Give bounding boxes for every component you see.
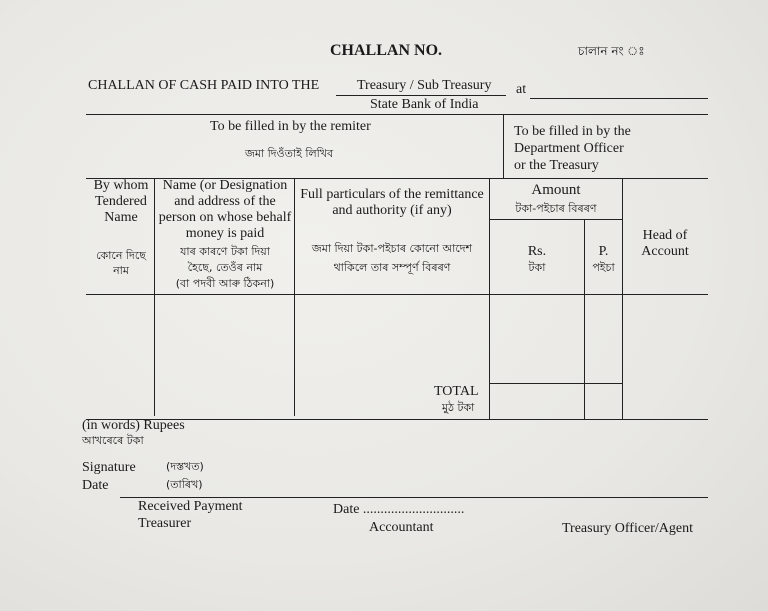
column-amount-bengali: টকা-পইচাৰ বিৰৰণ xyxy=(515,202,597,215)
column-paise-bengali: পইচা xyxy=(592,261,615,274)
bank-option: State Bank of India xyxy=(370,97,479,112)
column-particulars-bengali-2: থাকিলে তাৰ সম্পূর্ণ বিৰৰণ xyxy=(333,261,451,274)
total-row-rule xyxy=(489,383,622,384)
officer-line-1: To be filled in by the xyxy=(514,124,631,139)
at-field-line[interactable] xyxy=(530,98,708,99)
column-name-bengali-2: হৈছে, তেওঁৰ নাম xyxy=(187,261,263,274)
challan-no-bengali: চালান নং ঃ xyxy=(578,44,645,58)
treasury-underline xyxy=(336,95,506,96)
column-rupees: Rs. xyxy=(527,244,547,259)
date-label: Date xyxy=(82,478,109,493)
column-tendered-by-bengali: কোনে দিছে নাম xyxy=(96,249,146,277)
footer-date-field[interactable]: Date ............................. xyxy=(333,502,465,517)
officer-line-3: or the Treasury xyxy=(514,158,599,173)
total-label: TOTAL xyxy=(434,384,479,399)
column-particulars-bengali-1: জমা দিয়া টকা-পইচাৰ কোনো আদেশ xyxy=(311,242,473,255)
received-payment-label: Received Payment xyxy=(138,499,243,514)
column-particulars: Full particulars of the remittance and authority (if any) xyxy=(300,187,484,219)
cash-paid-label: CHALLAN OF CASH PAID INTO THE xyxy=(88,78,320,93)
treasurer-label: Treasurer xyxy=(138,516,192,531)
column-tendered-by: By whom Tendered Name xyxy=(93,178,149,226)
signature-label: Signature xyxy=(82,460,136,475)
treasury-option: Treasury / Sub Treasury xyxy=(357,78,492,93)
section-divider xyxy=(503,114,504,179)
column-head-of-account: Head of Account xyxy=(641,228,689,260)
column-amount: Amount xyxy=(531,182,581,198)
date-label-bengali: (তাৰিখ) xyxy=(166,478,203,491)
column-rupees-bengali: টকা xyxy=(528,261,546,274)
column-header-bottom-rule xyxy=(86,294,708,295)
remitter-section-title: To be filled in by the remiter xyxy=(210,119,371,134)
total-label-bengali: মুঠ টকা xyxy=(442,401,475,414)
footer-rule xyxy=(120,497,708,498)
officer-line-2: Department Officer xyxy=(514,141,624,156)
amount-subheader-rule xyxy=(489,219,622,220)
signature-label-bengali: (দস্তখত) xyxy=(166,460,204,473)
accountant-label: Accountant xyxy=(369,520,434,535)
in-words-label: (in words) Rupees xyxy=(82,418,185,433)
column-paise: P. xyxy=(598,244,609,259)
in-words-label-bengali: আখৰেৰে টকা xyxy=(82,434,144,447)
col-line-1 xyxy=(154,178,155,416)
remitter-section-title-bengali: জমা দিওঁতাই লিখিব xyxy=(245,147,334,160)
treasury-officer-label: Treasury Officer/Agent xyxy=(562,521,694,536)
at-label: at xyxy=(516,82,527,97)
column-name-bengali-1: যাৰ কাৰণে টকা দিয়া xyxy=(180,245,270,258)
form-top-rule xyxy=(86,114,708,115)
column-name-designation: Name (or Designation and address of the person on whose behalf money is paid xyxy=(158,178,292,242)
col-line-4 xyxy=(584,219,585,420)
column-name-bengali-3: (বা পদবী আৰু ঠিকনা) xyxy=(175,277,275,290)
col-line-5 xyxy=(622,178,623,420)
col-line-2 xyxy=(294,178,295,416)
challan-no-title: CHALLAN NO. xyxy=(330,42,443,59)
